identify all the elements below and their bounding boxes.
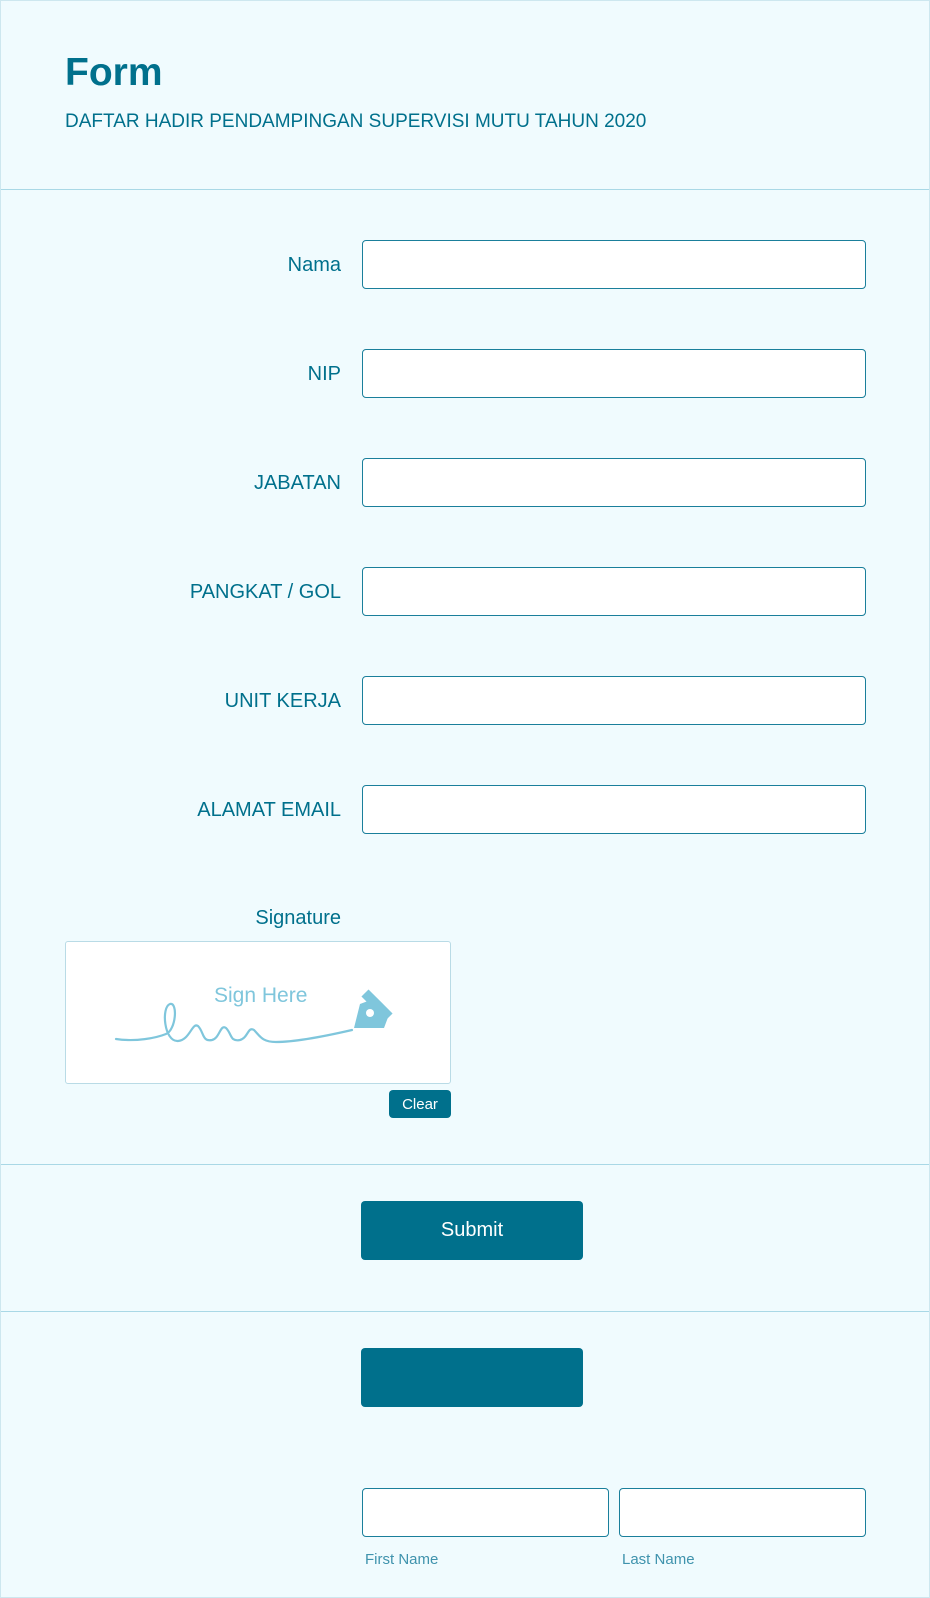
pangkat-gol-label: PANGKAT / GOL (189, 581, 341, 603)
unit-kerja-input[interactable] (362, 676, 866, 725)
signature-pad[interactable] (65, 941, 451, 1084)
jabatan-label: JABATAN (253, 472, 341, 494)
form-subtitle: DAFTAR HADIR PENDAMPINGAN SUPERVISI MUTU TAHUN 2020 (65, 111, 647, 132)
first-name-input[interactable] (362, 1488, 609, 1537)
nip-input[interactable] (362, 349, 866, 398)
pen-nib-icon (354, 989, 393, 1028)
nama-label: Nama (287, 254, 341, 276)
submit-button[interactable]: Submit (361, 1201, 583, 1260)
section-divider (1, 1311, 929, 1312)
unit-kerja-label: UNIT KERJA (224, 690, 341, 712)
secondary-button[interactable] (361, 1348, 583, 1407)
last-name-input[interactable] (619, 1488, 866, 1537)
form-title: Form (65, 51, 163, 94)
form-header (1, 1, 929, 190)
sign-here-placeholder: Sign Here (214, 984, 308, 1007)
section-divider (1, 1164, 929, 1165)
signature-label: Signature (255, 907, 341, 929)
clear-signature-button[interactable]: Clear (389, 1090, 451, 1118)
first-name-sublabel: First Name (365, 1551, 439, 1568)
nip-label: NIP (307, 363, 341, 385)
last-name-sublabel: Last Name (622, 1551, 695, 1568)
alamat-email-label: ALAMAT EMAIL (197, 799, 341, 821)
signature-scribble-illustration (66, 942, 452, 1085)
alamat-email-input[interactable] (362, 785, 866, 834)
pangkat-gol-input[interactable] (362, 567, 866, 616)
jabatan-input[interactable] (362, 458, 866, 507)
nama-input[interactable] (362, 240, 866, 289)
